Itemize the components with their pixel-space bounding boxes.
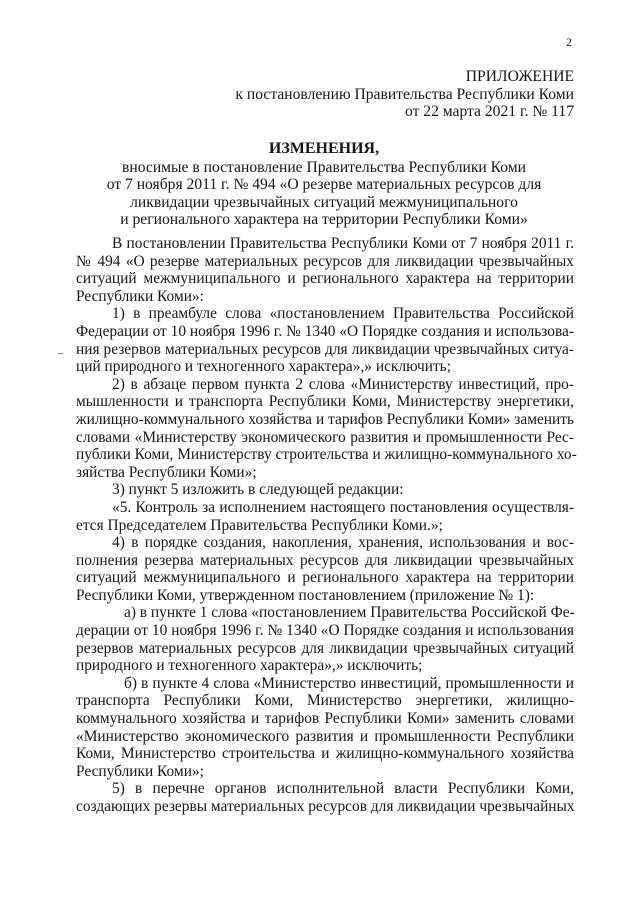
body-line: природного и техногенного характера»,» исключить; bbox=[76, 657, 423, 675]
body-line: В постановлении Правительства Республики Коми от 7 ноября 2011 г. bbox=[112, 235, 574, 252]
body-line: полнения резерва материальных ресурсов для ликвидации чрезвычайных bbox=[76, 551, 574, 569]
appendix-date: от 22 марта 2021 г. № 117 bbox=[404, 103, 574, 121]
body-line: 3) пункт 5 изложить в следующей редакции: bbox=[112, 481, 404, 499]
body-line: Республики Коми»; bbox=[76, 762, 204, 780]
appendix-reference: к постановлению Правительства Республики Коми bbox=[235, 85, 574, 103]
document-body bbox=[76, 235, 577, 816]
body-line: резервов материальных ресурсов для ликвидации чрезвычайных ситуаций bbox=[76, 639, 574, 657]
margin-mark bbox=[58, 353, 63, 354]
body-line: публики Коми, Министерству строительства и жилищно-коммунального хо- bbox=[76, 446, 577, 464]
title-line: от 7 ноября 2011 г. № 494 «О резерве материальных ресурсов для bbox=[106, 176, 542, 194]
body-line: создающих резервы материальных ресурсов для ликвидации чрезвычайных bbox=[76, 798, 575, 815]
body-line: ния резервов материальных ресурсов для ликвидации чрезвычайных ситуа- bbox=[76, 340, 574, 358]
body-line: № 494 «О резерве материальных ресурсов для ликвидации чрезвычайных bbox=[76, 252, 574, 270]
body-line: словами «Министерству экономического развития и промышленности Рес- bbox=[76, 428, 574, 446]
body-line: коммунального хозяйства и тарифов Республики Коми» заменить словами bbox=[76, 710, 574, 728]
body-line: дерации от 10 ноября 1996 г. № 1340 «О Порядке создания и использования bbox=[76, 622, 574, 640]
appendix-title: ПРИЛОЖЕНИЕ bbox=[465, 68, 574, 85]
document-heading: ИЗМЕНЕНИЯ, bbox=[268, 140, 380, 157]
body-line: ется Председателем Правительства Республики Коми.»; bbox=[76, 516, 443, 534]
body-line: Федерации от 10 ноября 1996 г. № 1340 «О Порядке создания и использова- bbox=[76, 322, 574, 340]
body-line: Республики Коми, утвержденном постановлением (приложение № 1): bbox=[76, 586, 535, 604]
appendix-block bbox=[235, 68, 574, 121]
page-number: 2 bbox=[566, 35, 572, 49]
body-line: а) в пункте 1 слова «постановлением Правительства Российской Фе- bbox=[124, 604, 575, 622]
body-line: ситуаций межмуниципального и регионального характера на территории bbox=[76, 569, 574, 587]
body-line: Коми, Министерство строительства и жилищно-коммунального хозяйства bbox=[76, 745, 574, 763]
title-line: вносимые в постановление Правительства Республики Коми bbox=[122, 159, 526, 176]
body-line: жилищно-коммунального хозяйства и тарифов Республики Коми» заменить bbox=[76, 410, 574, 428]
body-line: 2) в абзаце первом пункта 2 слова «Министерству инвестиций, про- bbox=[112, 375, 574, 393]
body-line: «5. Контроль за исполнением настоящего постановления осуществля- bbox=[112, 498, 574, 516]
body-line: мышленности и транспорта Республики Коми, Министерству энергетики, bbox=[76, 393, 574, 411]
body-line: зяйства Республики Коми»; bbox=[76, 463, 257, 481]
body-line: 1) в преамбуле слова «постановлением Правительства Российской bbox=[112, 305, 574, 323]
body-line: ситуаций межмуниципального и регионального характера на территории bbox=[76, 270, 574, 288]
body-line: 5) в перечне органов исполнительной власти Республики Коми, bbox=[112, 780, 574, 798]
body-line: 4) в порядке создания, накопления, хранения, использования и вос- bbox=[112, 534, 574, 552]
body-line: «Министерство экономического развития и промышленности Республики bbox=[76, 727, 574, 745]
document-title-block bbox=[74, 140, 574, 229]
title-line: и регионального характера на территории Республики Коми» bbox=[120, 211, 528, 229]
body-line: Республики Коми»: bbox=[76, 287, 204, 305]
body-line: ций природного и техногенного характера»,» исключить; bbox=[76, 358, 451, 376]
body-line: б) в пункте 4 слова «Министерство инвестиций, промышленности и bbox=[124, 674, 574, 692]
body-line: транспорта Республики Коми, Министерство энергетики, жилищно- bbox=[76, 692, 574, 710]
title-line: ликвидации чрезвычайных ситуаций межмуниципального bbox=[130, 193, 518, 211]
